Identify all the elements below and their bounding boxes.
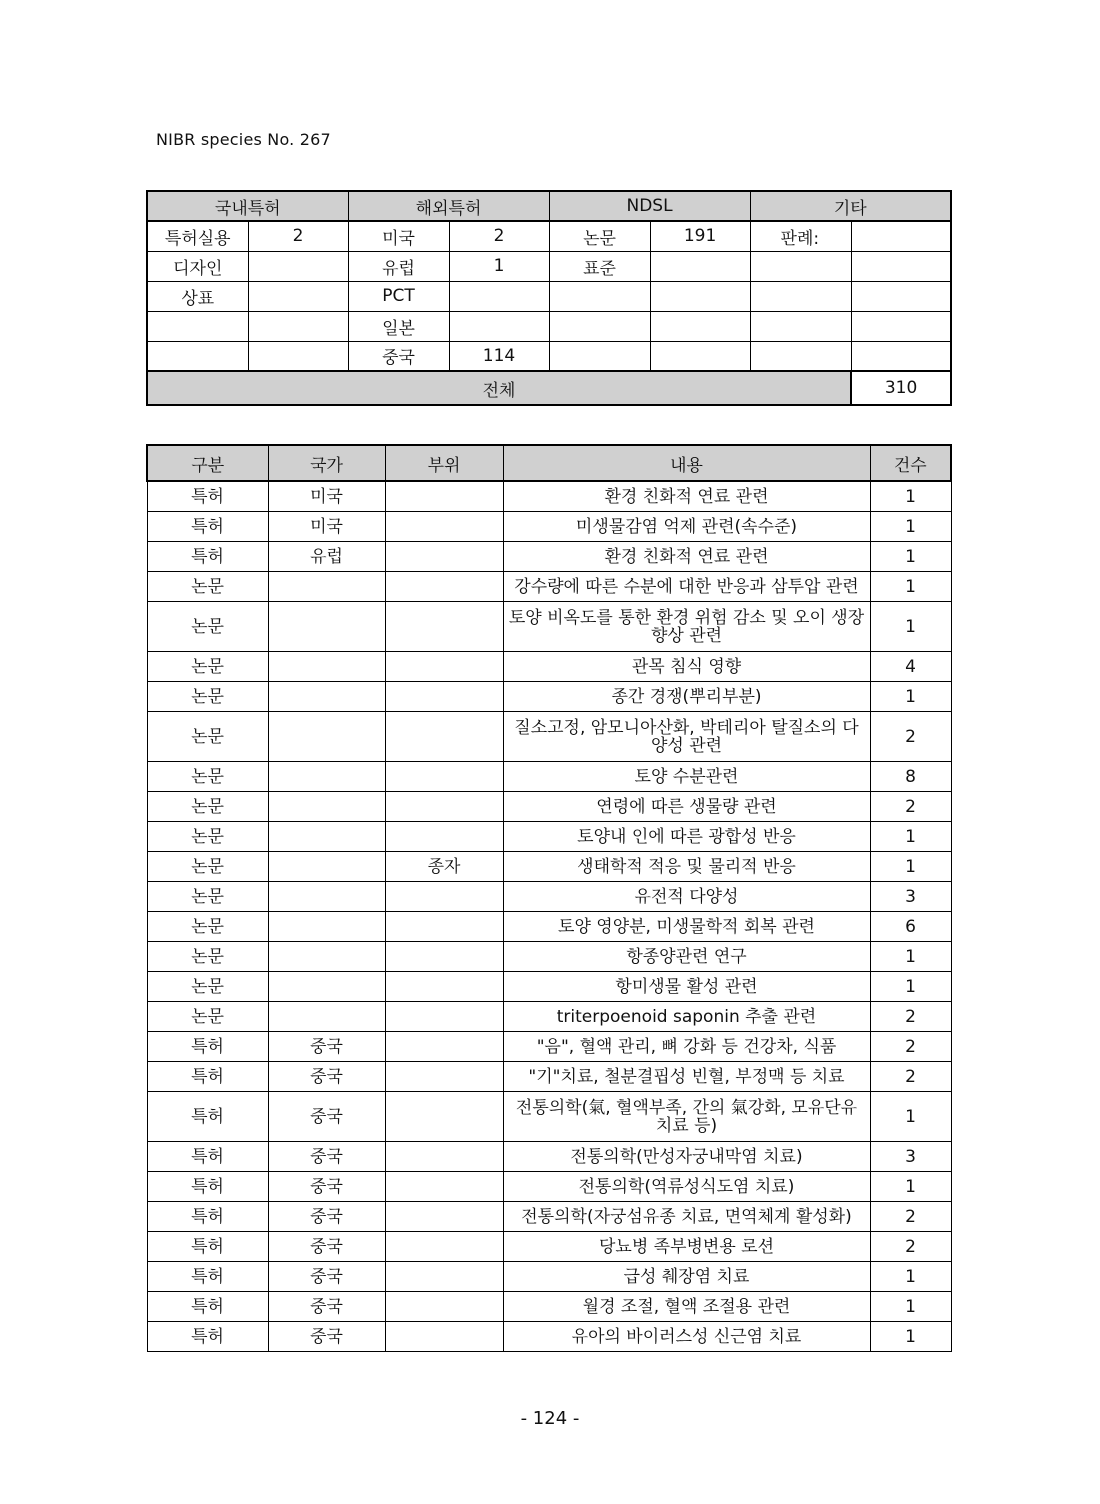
detail-cell-part	[385, 1322, 503, 1352]
detail-cell-type: 논문	[147, 942, 268, 972]
detail-cell-count: 1	[870, 542, 951, 572]
detail-cell-country: 중국	[268, 1262, 385, 1292]
detail-cell-content: 전통의학(만성자궁내막염 치료)	[503, 1142, 870, 1172]
detail-cell-part	[385, 712, 503, 762]
detail-table	[146, 444, 952, 1352]
summary-header-other: 기타	[750, 191, 951, 221]
table-row	[147, 542, 951, 572]
summary-header-foreign: 해외특허	[348, 191, 549, 221]
summary-cell: 2	[449, 221, 549, 251]
table-row	[147, 852, 951, 882]
summary-cell: 일본	[348, 311, 449, 341]
summary-cell: 중국	[348, 341, 449, 371]
detail-cell-content: "음", 혈액 관리, 뼈 강화 등 건강차, 식품	[503, 1032, 870, 1062]
detail-cell-part	[385, 652, 503, 682]
detail-cell-count: 3	[870, 1142, 951, 1172]
detail-cell-count: 1	[870, 852, 951, 882]
detail-cell-type: 논문	[147, 912, 268, 942]
detail-cell-content: 토양 수분관련	[503, 762, 870, 792]
detail-cell-part	[385, 972, 503, 1002]
detail-cell-content: 유아의 바이러스성 신근염 치료	[503, 1322, 870, 1352]
detail-cell-type: 특허	[147, 512, 268, 542]
summary-cell	[851, 311, 951, 341]
detail-cell-part	[385, 1292, 503, 1322]
table-row	[147, 1172, 951, 1202]
table-row	[147, 481, 951, 512]
detail-cell-content: triterpoenoid saponin 추출 관련	[503, 1002, 870, 1032]
detail-cell-count: 2	[870, 1002, 951, 1032]
summary-header-domestic: 국내특허	[147, 191, 348, 221]
table-row	[147, 682, 951, 712]
summary-total-label: 전체	[147, 371, 851, 405]
summary-cell	[449, 281, 549, 311]
detail-cell-count: 1	[870, 481, 951, 512]
summary-cell	[549, 341, 650, 371]
detail-cell-country	[268, 652, 385, 682]
summary-cell	[851, 341, 951, 371]
detail-cell-part	[385, 1142, 503, 1172]
detail-cell-content: 환경 친화적 연료 관련	[503, 481, 870, 512]
detail-cell-type: 특허	[147, 1322, 268, 1352]
detail-cell-count: 2	[870, 1032, 951, 1062]
detail-cell-type: 특허	[147, 1232, 268, 1262]
detail-cell-content: 연령에 따른 생물량 관련	[503, 792, 870, 822]
table-row	[147, 1262, 951, 1292]
table-row	[147, 1202, 951, 1232]
summary-cell	[650, 341, 750, 371]
detail-cell-type: 논문	[147, 652, 268, 682]
detail-cell-type: 논문	[147, 682, 268, 712]
detail-cell-count: 1	[870, 1322, 951, 1352]
detail-cell-content: 환경 친화적 연료 관련	[503, 542, 870, 572]
detail-cell-part	[385, 792, 503, 822]
summary-row	[147, 311, 951, 341]
detail-cell-part	[385, 912, 503, 942]
summary-cell	[851, 221, 951, 251]
detail-cell-country	[268, 1002, 385, 1032]
detail-cell-count: 1	[870, 682, 951, 712]
summary-cell: 특허실용	[147, 221, 248, 251]
table-row	[147, 1032, 951, 1062]
table-row	[147, 942, 951, 972]
detail-header-content: 내용	[503, 445, 870, 481]
detail-cell-count: 8	[870, 762, 951, 792]
table-row	[147, 912, 951, 942]
summary-row	[147, 221, 951, 251]
detail-cell-type: 논문	[147, 972, 268, 1002]
detail-cell-type: 특허	[147, 1292, 268, 1322]
summary-cell	[449, 311, 549, 341]
detail-cell-country	[268, 852, 385, 882]
table-row	[147, 602, 951, 652]
table-row	[147, 1292, 951, 1322]
detail-cell-content: 토양 영양분, 미생물학적 회복 관련	[503, 912, 870, 942]
detail-cell-part	[385, 481, 503, 512]
summary-row	[147, 281, 951, 311]
summary-cell	[147, 311, 248, 341]
summary-cell	[750, 311, 851, 341]
table-row	[147, 712, 951, 762]
detail-cell-type: 특허	[147, 1062, 268, 1092]
summary-cell	[549, 281, 650, 311]
detail-cell-type: 특허	[147, 1202, 268, 1232]
detail-cell-type: 특허	[147, 542, 268, 572]
summary-row	[147, 341, 951, 371]
detail-cell-country	[268, 822, 385, 852]
detail-cell-part	[385, 1092, 503, 1142]
detail-cell-type: 논문	[147, 602, 268, 652]
summary-cell	[650, 281, 750, 311]
table-row	[147, 792, 951, 822]
detail-cell-part	[385, 942, 503, 972]
detail-cell-type: 특허	[147, 1032, 268, 1062]
detail-cell-country	[268, 682, 385, 712]
summary-cell	[549, 311, 650, 341]
detail-header-type: 구분	[147, 445, 268, 481]
page-number: - 124 -	[520, 1408, 580, 1429]
detail-cell-type: 특허	[147, 1172, 268, 1202]
detail-cell-content: 토양내 인에 따른 광합성 반응	[503, 822, 870, 852]
summary-cell: 유럽	[348, 251, 449, 281]
detail-cell-content: 강수량에 따른 수분에 대한 반응과 삼투압 관련	[503, 572, 870, 602]
detail-cell-part	[385, 1032, 503, 1062]
detail-cell-count: 4	[870, 652, 951, 682]
detail-cell-country: 미국	[268, 481, 385, 512]
summary-cell: 디자인	[147, 251, 248, 281]
detail-cell-part	[385, 512, 503, 542]
summary-cell: 114	[449, 341, 549, 371]
detail-cell-content: 토양 비옥도를 통한 환경 위험 감소 및 오이 생장 향상 관련	[503, 602, 870, 652]
table-row	[147, 572, 951, 602]
detail-cell-type: 논문	[147, 572, 268, 602]
table-row	[147, 1142, 951, 1172]
detail-cell-part	[385, 1002, 503, 1032]
detail-header-country: 국가	[268, 445, 385, 481]
detail-cell-country: 중국	[268, 1292, 385, 1322]
detail-cell-country	[268, 712, 385, 762]
detail-cell-part	[385, 602, 503, 652]
detail-cell-country: 중국	[268, 1142, 385, 1172]
summary-total-value: 310	[851, 371, 951, 405]
detail-cell-country: 중국	[268, 1032, 385, 1062]
summary-cell: 상표	[147, 281, 248, 311]
table-row	[147, 652, 951, 682]
detail-cell-country	[268, 942, 385, 972]
detail-cell-part	[385, 572, 503, 602]
detail-cell-count: 1	[870, 572, 951, 602]
detail-cell-country: 미국	[268, 512, 385, 542]
summary-cell	[248, 311, 348, 341]
detail-header-count: 건수	[870, 445, 951, 481]
detail-cell-content: 전통의학(역류성식도염 치료)	[503, 1172, 870, 1202]
summary-cell	[650, 311, 750, 341]
detail-cell-country	[268, 792, 385, 822]
summary-cell: 2	[248, 221, 348, 251]
detail-cell-type: 논문	[147, 822, 268, 852]
detail-cell-count: 1	[870, 822, 951, 852]
table-row	[147, 1322, 951, 1352]
summary-row	[147, 251, 951, 281]
detail-cell-count: 1	[870, 1292, 951, 1322]
summary-cell	[750, 251, 851, 281]
detail-cell-count: 2	[870, 1232, 951, 1262]
detail-cell-content: 당뇨병 족부병변용 로션	[503, 1232, 870, 1262]
summary-cell	[750, 341, 851, 371]
table-row	[147, 822, 951, 852]
detail-cell-country	[268, 762, 385, 792]
detail-cell-count: 2	[870, 712, 951, 762]
detail-cell-type: 특허	[147, 1262, 268, 1292]
detail-cell-count: 2	[870, 1062, 951, 1092]
detail-cell-content: 월경 조절, 혈액 조절용 관련	[503, 1292, 870, 1322]
summary-cell	[248, 251, 348, 281]
detail-cell-type: 특허	[147, 1092, 268, 1142]
summary-cell	[851, 281, 951, 311]
detail-cell-content: 전통의학(氣, 혈액부족, 간의 氣강화, 모유단유 치료 등)	[503, 1092, 870, 1142]
summary-cell: 논문	[549, 221, 650, 251]
summary-cell: 191	[650, 221, 750, 251]
detail-cell-part	[385, 1062, 503, 1092]
detail-cell-count: 3	[870, 882, 951, 912]
detail-cell-part: 종자	[385, 852, 503, 882]
detail-cell-content: 전통의학(자궁섬유종 치료, 면역체계 활성화)	[503, 1202, 870, 1232]
table-row	[147, 1232, 951, 1262]
detail-cell-part	[385, 1202, 503, 1232]
summary-cell	[650, 251, 750, 281]
detail-cell-country: 유럽	[268, 542, 385, 572]
summary-cell: 미국	[348, 221, 449, 251]
detail-cell-country: 중국	[268, 1172, 385, 1202]
detail-cell-content: 질소고정, 암모니아산화, 박테리아 탈질소의 다양성 관련	[503, 712, 870, 762]
detail-cell-country	[268, 972, 385, 1002]
table-row	[147, 1062, 951, 1092]
detail-cell-part	[385, 882, 503, 912]
detail-cell-country: 중국	[268, 1062, 385, 1092]
detail-cell-count: 6	[870, 912, 951, 942]
summary-cell: 판례:	[750, 221, 851, 251]
detail-cell-part	[385, 1232, 503, 1262]
detail-cell-content: 항종양관련 연구	[503, 942, 870, 972]
detail-cell-count: 1	[870, 512, 951, 542]
detail-cell-country	[268, 882, 385, 912]
detail-cell-part	[385, 762, 503, 792]
detail-cell-content: "기"치료, 철분결핍성 빈혈, 부정맥 등 치료	[503, 1062, 870, 1092]
detail-cell-type: 논문	[147, 792, 268, 822]
detail-cell-type: 특허	[147, 481, 268, 512]
detail-cell-part	[385, 822, 503, 852]
table-row	[147, 1092, 951, 1142]
detail-cell-count: 1	[870, 942, 951, 972]
detail-cell-type: 논문	[147, 882, 268, 912]
detail-cell-content: 항미생물 활성 관련	[503, 972, 870, 1002]
detail-cell-type: 논문	[147, 762, 268, 792]
detail-cell-part	[385, 1262, 503, 1292]
table-row	[147, 972, 951, 1002]
table-row	[147, 512, 951, 542]
detail-cell-country: 중국	[268, 1092, 385, 1142]
detail-cell-count: 1	[870, 1262, 951, 1292]
summary-cell: PCT	[348, 281, 449, 311]
detail-cell-content: 미생물감염 억제 관련(속수준)	[503, 512, 870, 542]
detail-cell-content: 유전적 다양성	[503, 882, 870, 912]
detail-cell-type: 논문	[147, 1002, 268, 1032]
detail-cell-part	[385, 682, 503, 712]
detail-cell-country: 중국	[268, 1322, 385, 1352]
table-row	[147, 1002, 951, 1032]
table-row	[147, 762, 951, 792]
detail-cell-country: 중국	[268, 1232, 385, 1262]
summary-header-ndsl: NDSL	[549, 191, 750, 221]
detail-cell-type: 논문	[147, 712, 268, 762]
detail-cell-part	[385, 542, 503, 572]
detail-cell-part	[385, 1172, 503, 1202]
detail-cell-content: 생태학적 적응 및 물리적 반응	[503, 852, 870, 882]
detail-cell-type: 논문	[147, 852, 268, 882]
summary-cell: 표준	[549, 251, 650, 281]
summary-cell: 1	[449, 251, 549, 281]
detail-cell-count: 1	[870, 972, 951, 1002]
detail-cell-content: 급성 췌장염 치료	[503, 1262, 870, 1292]
detail-cell-content: 관목 침식 영향	[503, 652, 870, 682]
detail-cell-country: 중국	[268, 1202, 385, 1232]
detail-cell-count: 1	[870, 602, 951, 652]
detail-cell-type: 특허	[147, 1142, 268, 1172]
detail-cell-count: 1	[870, 1092, 951, 1142]
detail-cell-country	[268, 602, 385, 652]
detail-cell-count: 1	[870, 1172, 951, 1202]
detail-cell-count: 2	[870, 1202, 951, 1232]
detail-cell-content: 종간 경쟁(뿌리부분)	[503, 682, 870, 712]
summary-cell	[750, 281, 851, 311]
detail-cell-count: 2	[870, 792, 951, 822]
detail-cell-country	[268, 572, 385, 602]
summary-cell	[851, 251, 951, 281]
summary-cell	[147, 341, 248, 371]
summary-cell	[248, 341, 348, 371]
detail-cell-country	[268, 912, 385, 942]
species-number-label: NIBR species No. 267	[156, 130, 331, 149]
summary-table	[146, 190, 952, 406]
summary-cell	[248, 281, 348, 311]
table-row	[147, 882, 951, 912]
detail-header-part: 부위	[385, 445, 503, 481]
